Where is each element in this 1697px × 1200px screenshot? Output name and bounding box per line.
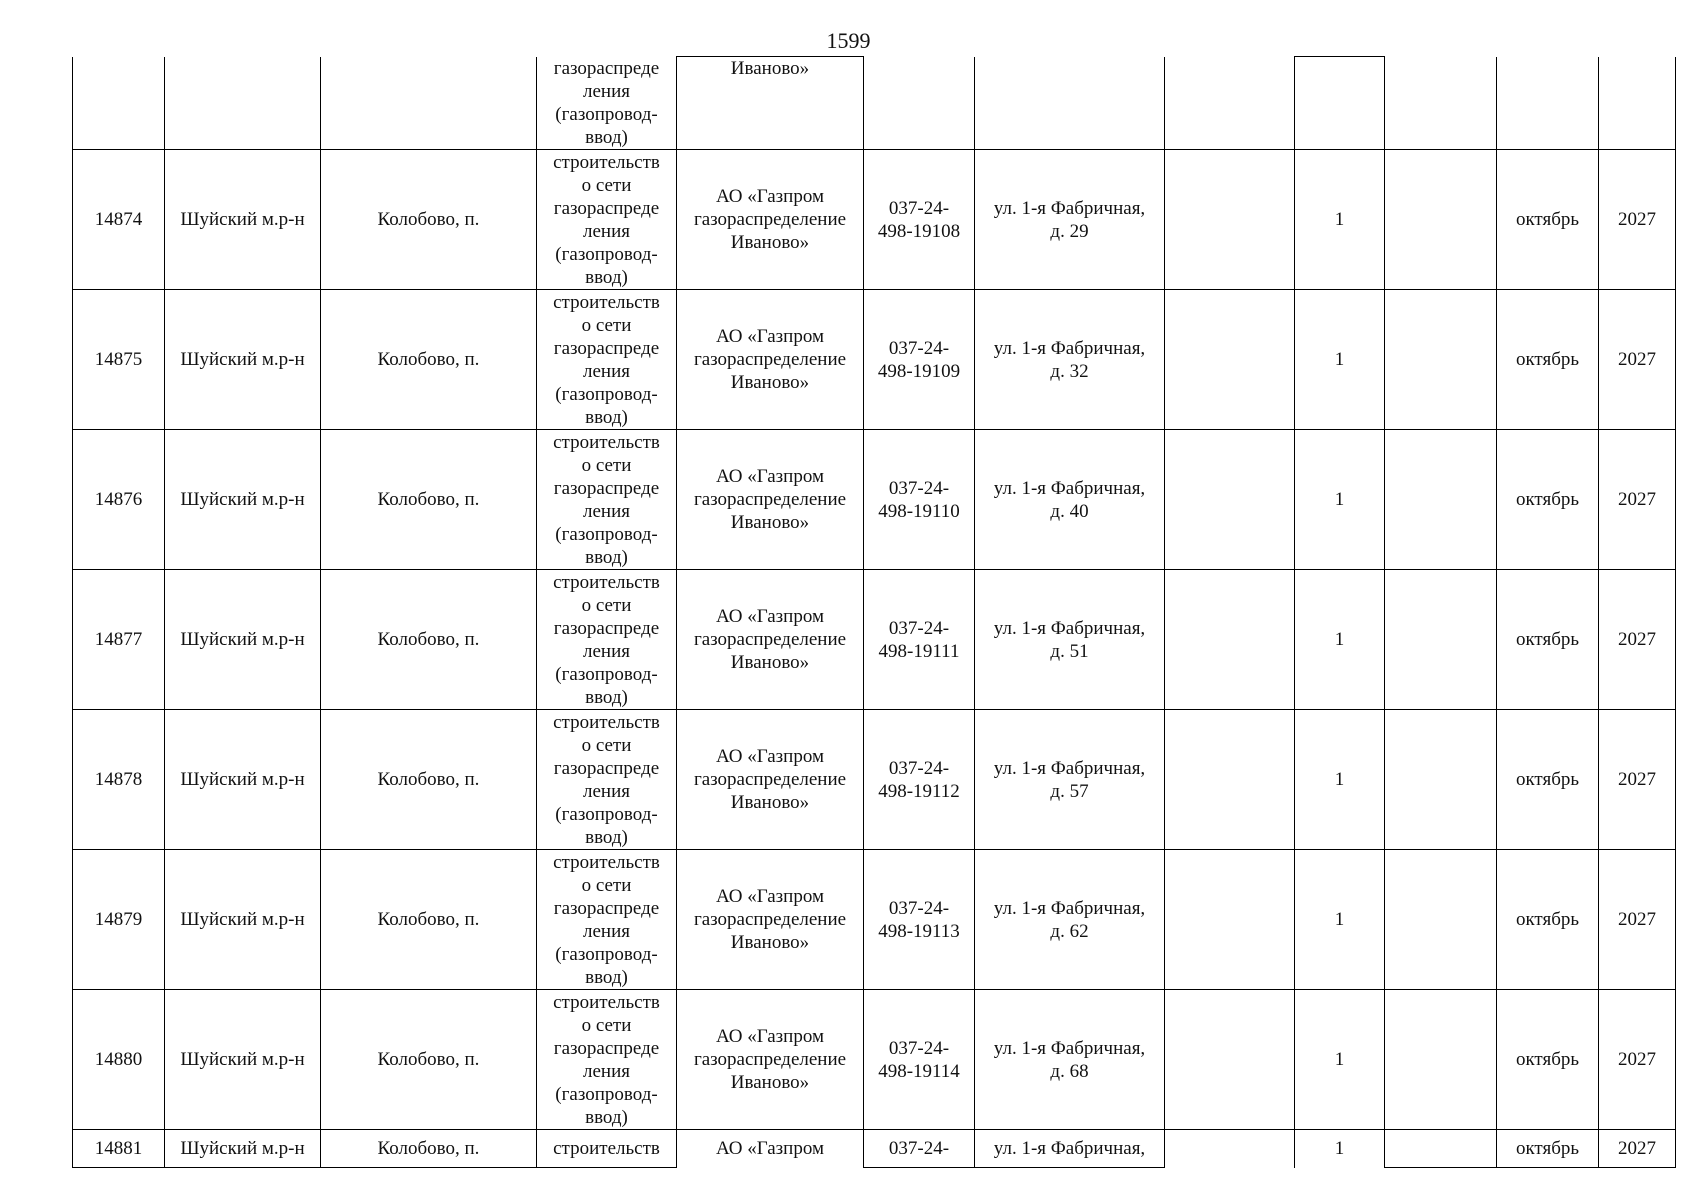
cell-line: АО «Газпром bbox=[715, 1138, 825, 1160]
cell-year: 2027 bbox=[1599, 710, 1676, 850]
cell-line: газораспреде bbox=[553, 477, 660, 499]
cell-address bbox=[975, 570, 1165, 710]
cell-empty bbox=[1385, 850, 1497, 990]
cell-line: газораспределение bbox=[693, 209, 847, 230]
cell-line: строительств bbox=[553, 571, 660, 593]
page-number: 1599 bbox=[826, 28, 871, 53]
cell-organization bbox=[677, 990, 864, 1130]
registry-table bbox=[72, 56, 1676, 1168]
cell-empty bbox=[1165, 290, 1295, 430]
cell-line: ввод) bbox=[585, 406, 628, 428]
cell-district: Шуйский м.р-н bbox=[165, 570, 321, 710]
cell-line: строительств bbox=[553, 991, 660, 1013]
cell-line: строительств bbox=[553, 431, 660, 453]
cell-work-type bbox=[537, 710, 677, 850]
cell-work-type bbox=[537, 850, 677, 990]
cell-line: д. 51 bbox=[1050, 640, 1089, 662]
cell-empty bbox=[321, 57, 537, 150]
cell-line: 037-24- bbox=[888, 757, 950, 779]
cell-work-type bbox=[537, 990, 677, 1130]
table-row bbox=[73, 1130, 1676, 1168]
cell-line: 498-19114 bbox=[878, 1060, 960, 1082]
cell-month: октябрь bbox=[1497, 570, 1599, 710]
cell-district: Шуйский м.р-н bbox=[165, 150, 321, 290]
cell-line: (газопровод- bbox=[555, 243, 658, 265]
cell-line: строительств bbox=[553, 151, 660, 173]
cell-district: Шуйский м.р-н bbox=[165, 710, 321, 850]
table-row bbox=[73, 290, 1676, 430]
cell-line: газораспреде bbox=[553, 197, 660, 219]
cell-line: АО «Газпром bbox=[715, 746, 825, 767]
cell-empty bbox=[1385, 57, 1497, 150]
cell-address bbox=[975, 850, 1165, 990]
cell-work-type bbox=[537, 1130, 677, 1168]
cell-line: 037-24- bbox=[888, 477, 950, 499]
cell-organization bbox=[677, 430, 864, 570]
cell-qty: 1 bbox=[1295, 710, 1385, 850]
cell-line: ввод) bbox=[585, 126, 628, 148]
cell-empty bbox=[165, 57, 321, 150]
cell-line: ления bbox=[583, 500, 630, 522]
cell-line: Иваново» bbox=[730, 792, 810, 813]
cell-line: 498-19110 bbox=[878, 500, 960, 522]
cell-code bbox=[864, 290, 975, 430]
cell-id: 14881 bbox=[73, 1130, 165, 1168]
cell-id: 14880 bbox=[73, 990, 165, 1130]
cell-line: д. 57 bbox=[1050, 780, 1089, 802]
cell-organization bbox=[677, 850, 864, 990]
cell-line: АО «Газпром bbox=[715, 326, 825, 347]
cell-settlement: Колобово, п. bbox=[321, 570, 537, 710]
cell-line: Иваново» bbox=[730, 932, 810, 953]
cell-district: Шуйский м.р-н bbox=[165, 290, 321, 430]
cell-code bbox=[864, 850, 975, 990]
cell-line: (газопровод- bbox=[555, 1083, 658, 1105]
cell-empty bbox=[1165, 570, 1295, 710]
cell-line: ул. 1-я Фабричная, bbox=[993, 1138, 1146, 1159]
cell-line: ления bbox=[583, 220, 630, 242]
cell-line: ввод) bbox=[585, 266, 628, 288]
cell-year: 2027 bbox=[1599, 1130, 1676, 1168]
cell-empty bbox=[1295, 57, 1385, 150]
cell-line: ления bbox=[583, 1060, 630, 1082]
cell-line: газораспределение bbox=[693, 349, 847, 370]
cell-empty bbox=[975, 57, 1165, 150]
cell-line: ления bbox=[583, 360, 630, 382]
cell-organization bbox=[677, 570, 864, 710]
cell-settlement: Колобово, п. bbox=[321, 1130, 537, 1168]
cell-empty bbox=[1385, 710, 1497, 850]
cell-line: Иваново» bbox=[730, 372, 810, 393]
cell-line: ул. 1-я Фабричная, bbox=[993, 337, 1146, 359]
cell-line: ввод) bbox=[585, 826, 628, 848]
cell-line: ул. 1-я Фабричная, bbox=[993, 617, 1146, 639]
cell-line: ул. 1-я Фабричная, bbox=[993, 757, 1146, 779]
cell-district: Шуйский м.р-н bbox=[165, 1130, 321, 1168]
cell-line: о сети bbox=[581, 734, 632, 756]
cell-line: ления bbox=[583, 780, 630, 802]
cell-month: октябрь bbox=[1497, 430, 1599, 570]
cell-code bbox=[864, 150, 975, 290]
cell-line: газораспреде bbox=[553, 617, 660, 639]
cell-line: ввод) bbox=[585, 1106, 628, 1128]
cell-organization bbox=[677, 290, 864, 430]
cell-empty bbox=[1165, 430, 1295, 570]
cell-work-type bbox=[537, 290, 677, 430]
table-row bbox=[73, 850, 1676, 990]
cell-line: (газопровод- bbox=[555, 103, 658, 125]
cell-id: 14874 bbox=[73, 150, 165, 290]
cell-settlement: Колобово, п. bbox=[321, 150, 537, 290]
cell-line: ввод) bbox=[585, 966, 628, 988]
cell-month: октябрь bbox=[1497, 850, 1599, 990]
cell-line: 498-19113 bbox=[878, 920, 960, 942]
cell-line: 498-19108 bbox=[877, 220, 961, 242]
cell-organization bbox=[677, 1130, 864, 1168]
cell-line: АО «Газпром bbox=[715, 186, 825, 207]
cell-line: 037-24- bbox=[888, 897, 950, 919]
cell-line: газораспреде bbox=[553, 337, 660, 359]
cell-address bbox=[975, 290, 1165, 430]
cell-month: октябрь bbox=[1497, 150, 1599, 290]
cell-line: ления bbox=[583, 920, 630, 942]
cell-line: о сети bbox=[581, 314, 632, 336]
cell-address bbox=[975, 1130, 1165, 1168]
cell-qty: 1 bbox=[1295, 290, 1385, 430]
cell-line: Иваново» bbox=[730, 232, 810, 253]
cell-qty: 1 bbox=[1295, 990, 1385, 1130]
cell-code bbox=[864, 570, 975, 710]
cell-address bbox=[975, 990, 1165, 1130]
table-row bbox=[73, 430, 1676, 570]
cell-line: д. 29 bbox=[1050, 220, 1089, 242]
table-row bbox=[73, 990, 1676, 1130]
table-row bbox=[73, 150, 1676, 290]
cell-empty bbox=[1497, 57, 1599, 150]
table-row-continuation bbox=[73, 57, 1676, 150]
cell-line: АО «Газпром bbox=[715, 466, 825, 487]
cell-line: о сети bbox=[581, 594, 632, 616]
cell-empty bbox=[1599, 57, 1676, 150]
cell-line: Иваново» bbox=[730, 1072, 810, 1093]
cell-year: 2027 bbox=[1599, 850, 1676, 990]
table-row bbox=[73, 710, 1676, 850]
cell-line: (газопровод- bbox=[555, 803, 658, 825]
cell-line: газораспреде bbox=[553, 757, 660, 779]
cell-line: д. 68 bbox=[1050, 1060, 1089, 1082]
cell-empty bbox=[1165, 57, 1295, 150]
cell-empty bbox=[1385, 150, 1497, 290]
cell-line: (газопровод- bbox=[555, 383, 658, 405]
cell-year: 2027 bbox=[1599, 150, 1676, 290]
cell-line: ления bbox=[583, 640, 630, 662]
cell-year: 2027 bbox=[1599, 430, 1676, 570]
cell-line: ввод) bbox=[585, 686, 628, 708]
cell-line: Иваново» bbox=[730, 652, 810, 673]
cell-work-type bbox=[537, 57, 677, 150]
cell-year: 2027 bbox=[1599, 990, 1676, 1130]
cell-line: 037-24- bbox=[888, 337, 950, 359]
cell-line: газораспреде bbox=[553, 57, 660, 79]
cell-qty: 1 bbox=[1295, 430, 1385, 570]
cell-code bbox=[864, 430, 975, 570]
cell-settlement: Колобово, п. bbox=[321, 290, 537, 430]
cell-line: (газопровод- bbox=[555, 943, 658, 965]
cell-line: строительств bbox=[553, 1138, 660, 1159]
cell-settlement: Колобово, п. bbox=[321, 850, 537, 990]
cell-line: ул. 1-я Фабричная, bbox=[993, 197, 1146, 219]
cell-line: АО «Газпром bbox=[715, 886, 825, 907]
cell-line: ул. 1-я Фабричная, bbox=[993, 477, 1146, 499]
cell-work-type bbox=[537, 150, 677, 290]
cell-line: 037-24- bbox=[888, 1037, 950, 1059]
cell-line: ления bbox=[583, 80, 630, 102]
cell-settlement: Колобово, п. bbox=[321, 430, 537, 570]
cell-code bbox=[864, 1130, 975, 1168]
cell-work-type bbox=[537, 570, 677, 710]
cell-line: ул. 1-я Фабричная, bbox=[993, 1037, 1146, 1059]
cell-line: газораспределение bbox=[693, 1049, 847, 1070]
cell-line: 037-24- bbox=[888, 1138, 950, 1159]
cell-empty bbox=[1385, 430, 1497, 570]
cell-line: 037-24- bbox=[888, 617, 950, 639]
cell-address bbox=[975, 710, 1165, 850]
cell-empty bbox=[1165, 710, 1295, 850]
cell-line: ул. 1-я Фабричная, bbox=[993, 897, 1146, 919]
cell-line: АО «Газпром bbox=[715, 1026, 825, 1047]
cell-line: газораспределение bbox=[693, 769, 847, 790]
cell-code bbox=[864, 710, 975, 850]
cell-settlement: Колобово, п. bbox=[321, 710, 537, 850]
cell-line: д. 62 bbox=[1050, 920, 1089, 942]
cell-code bbox=[864, 990, 975, 1130]
cell-line: (газопровод- bbox=[555, 523, 658, 545]
cell-organization bbox=[677, 150, 864, 290]
cell-empty bbox=[1165, 1130, 1295, 1168]
cell-line: газораспреде bbox=[553, 1037, 660, 1059]
cell-qty: 1 bbox=[1295, 850, 1385, 990]
cell-qty: 1 bbox=[1295, 570, 1385, 710]
cell-line: о сети bbox=[581, 1014, 632, 1036]
cell-district: Шуйский м.р-н bbox=[165, 850, 321, 990]
cell-line: д. 40 bbox=[1050, 500, 1089, 522]
table-row bbox=[73, 570, 1676, 710]
cell-month: октябрь bbox=[1497, 290, 1599, 430]
cell-year: 2027 bbox=[1599, 290, 1676, 430]
cell-district: Шуйский м.р-н bbox=[165, 990, 321, 1130]
cell-empty bbox=[1385, 990, 1497, 1130]
cell-line: д. 32 bbox=[1050, 360, 1089, 382]
cell-line: Иваново» bbox=[730, 58, 810, 79]
cell-empty bbox=[1165, 990, 1295, 1130]
cell-line: 037-24- bbox=[888, 197, 950, 219]
table-body bbox=[73, 57, 1676, 1168]
cell-empty bbox=[864, 57, 975, 150]
cell-address bbox=[975, 430, 1165, 570]
cell-line: строительств bbox=[553, 291, 660, 313]
cell-line: газораспреде bbox=[553, 897, 660, 919]
cell-line: газораспределение bbox=[693, 629, 847, 650]
cell-organization bbox=[677, 710, 864, 850]
cell-empty bbox=[1165, 850, 1295, 990]
cell-line: АО «Газпром bbox=[715, 606, 825, 627]
cell-id: 14879 bbox=[73, 850, 165, 990]
cell-district: Шуйский м.р-н bbox=[165, 430, 321, 570]
cell-organization bbox=[677, 57, 864, 150]
cell-id: 14875 bbox=[73, 290, 165, 430]
cell-address bbox=[975, 150, 1165, 290]
cell-qty: 1 bbox=[1295, 150, 1385, 290]
cell-month: октябрь bbox=[1497, 710, 1599, 850]
cell-line: 498-19112 bbox=[878, 780, 960, 802]
cell-line: Иваново» bbox=[730, 512, 810, 533]
cell-empty bbox=[1385, 290, 1497, 430]
cell-empty bbox=[1385, 1130, 1497, 1168]
cell-id: 14876 bbox=[73, 430, 165, 570]
cell-work-type bbox=[537, 430, 677, 570]
cell-line: 498-19109 bbox=[877, 360, 961, 382]
cell-line: 498-19111 bbox=[878, 640, 960, 662]
cell-year: 2027 bbox=[1599, 570, 1676, 710]
cell-month: октябрь bbox=[1497, 1130, 1599, 1168]
cell-month: октябрь bbox=[1497, 990, 1599, 1130]
cell-settlement: Колобово, п. bbox=[321, 990, 537, 1130]
cell-empty bbox=[1165, 150, 1295, 290]
cell-line: газораспределение bbox=[693, 909, 847, 930]
cell-empty bbox=[1385, 570, 1497, 710]
cell-line: газораспределение bbox=[693, 489, 847, 510]
cell-line: (газопровод- bbox=[555, 663, 658, 685]
cell-empty bbox=[73, 57, 165, 150]
cell-qty: 1 bbox=[1295, 1130, 1385, 1168]
cell-line: о сети bbox=[581, 454, 632, 476]
cell-line: о сети bbox=[581, 174, 632, 196]
cell-id: 14877 bbox=[73, 570, 165, 710]
cell-line: строительств bbox=[553, 851, 660, 873]
cell-line: о сети bbox=[581, 874, 632, 896]
cell-line: ввод) bbox=[585, 546, 628, 568]
cell-line: строительств bbox=[553, 711, 660, 733]
cell-id: 14878 bbox=[73, 710, 165, 850]
